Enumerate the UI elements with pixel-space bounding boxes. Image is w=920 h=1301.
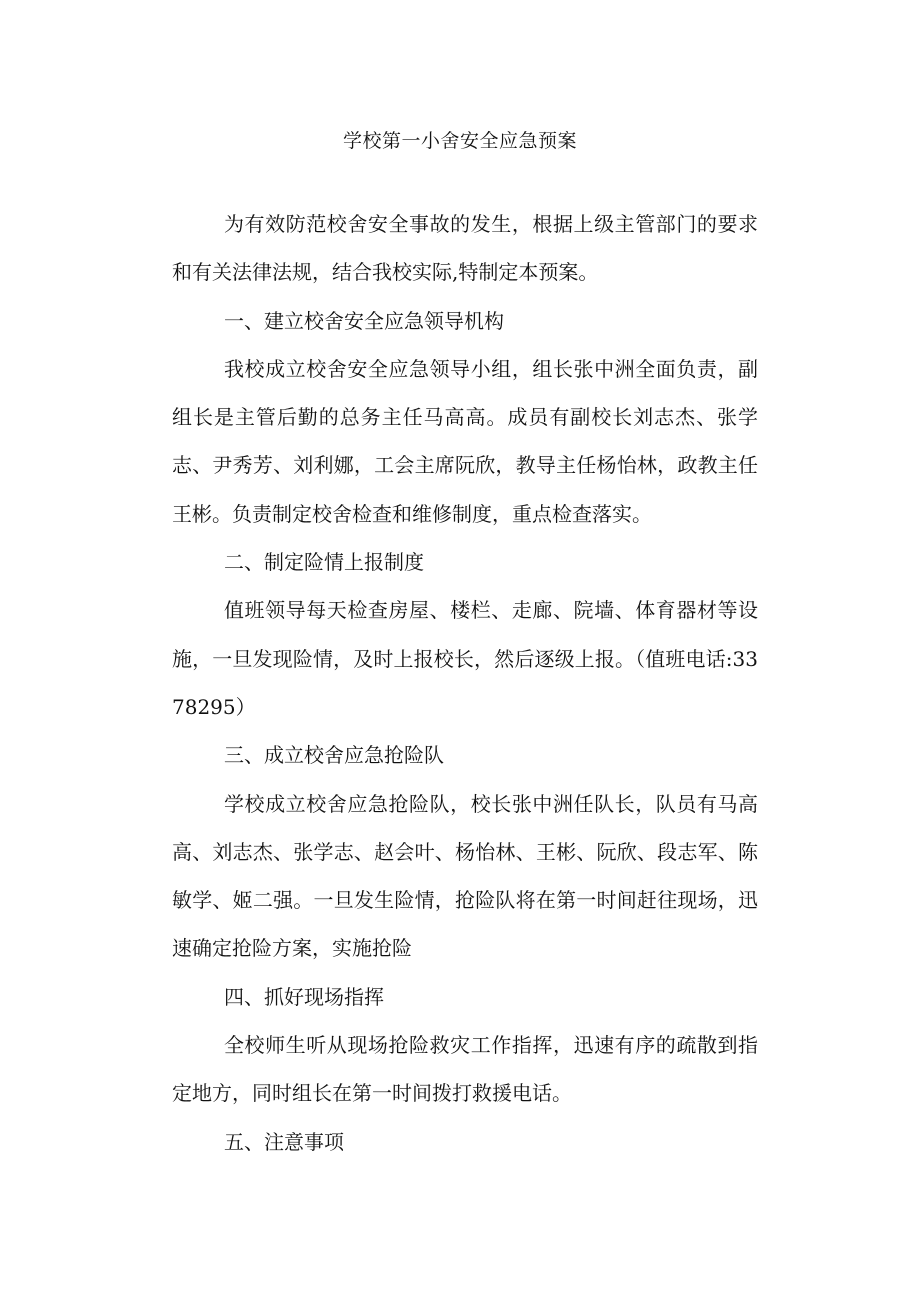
section-4-heading: 四、抓好现场指挥 bbox=[224, 984, 384, 1009]
section-2-heading: 二、制定险情上报制度 bbox=[224, 550, 424, 575]
section-3-paragraph: 学校成立校舍应急抢险队，校长张中洲任队长，队员有马高高、刘志杰、张学志、赵会叶、杨怡林、王彬、阮欣、段志军、陈敏学、姬二强。一旦发生险情，抢险队将在第一时间赶往现场，迅速确定抢险方案，实施抢险 bbox=[172, 791, 758, 961]
intro-paragraph: 为有效防范校舍安全事故的发生，根据上级主管部门的要求和有关法律法规，结合我校实际,特制定本预案。 bbox=[172, 212, 758, 285]
section-1-heading: 一、建立校舍安全应急领导机构 bbox=[224, 308, 504, 333]
section-1-paragraph: 我校成立校舍安全应急领导小组，组长张中洲全面负责，副组长是主管后勤的总务主任马高高。成员有副校长刘志杰、张学志、尹秀芳、刘利娜，工会主席阮欣，教导主任杨怡林，政教主任王彬。负责制定校舍检查和维修制度，重点检查落实。 bbox=[172, 356, 758, 526]
section-2-paragraph: 值班领导每天检查房屋、楼栏、走廊、院墙、体育器材等设施，一旦发现险情，及时上报校长，然后逐级上报。（值班电话:3378295） bbox=[172, 598, 758, 719]
section-4-paragraph: 全校师生听从现场抢险救灾工作指挥，迅速有序的疏散到指定地方，同时组长在第一时间拨打救援电话。 bbox=[172, 1033, 758, 1106]
section-5-heading: 五、注意事项 bbox=[224, 1129, 344, 1154]
document-body bbox=[172, 200, 758, 1166]
document-title: 学校第一小舍安全应急预案 bbox=[342, 130, 577, 152]
section-3-heading: 三、成立校舍应急抢险队 bbox=[224, 743, 444, 768]
